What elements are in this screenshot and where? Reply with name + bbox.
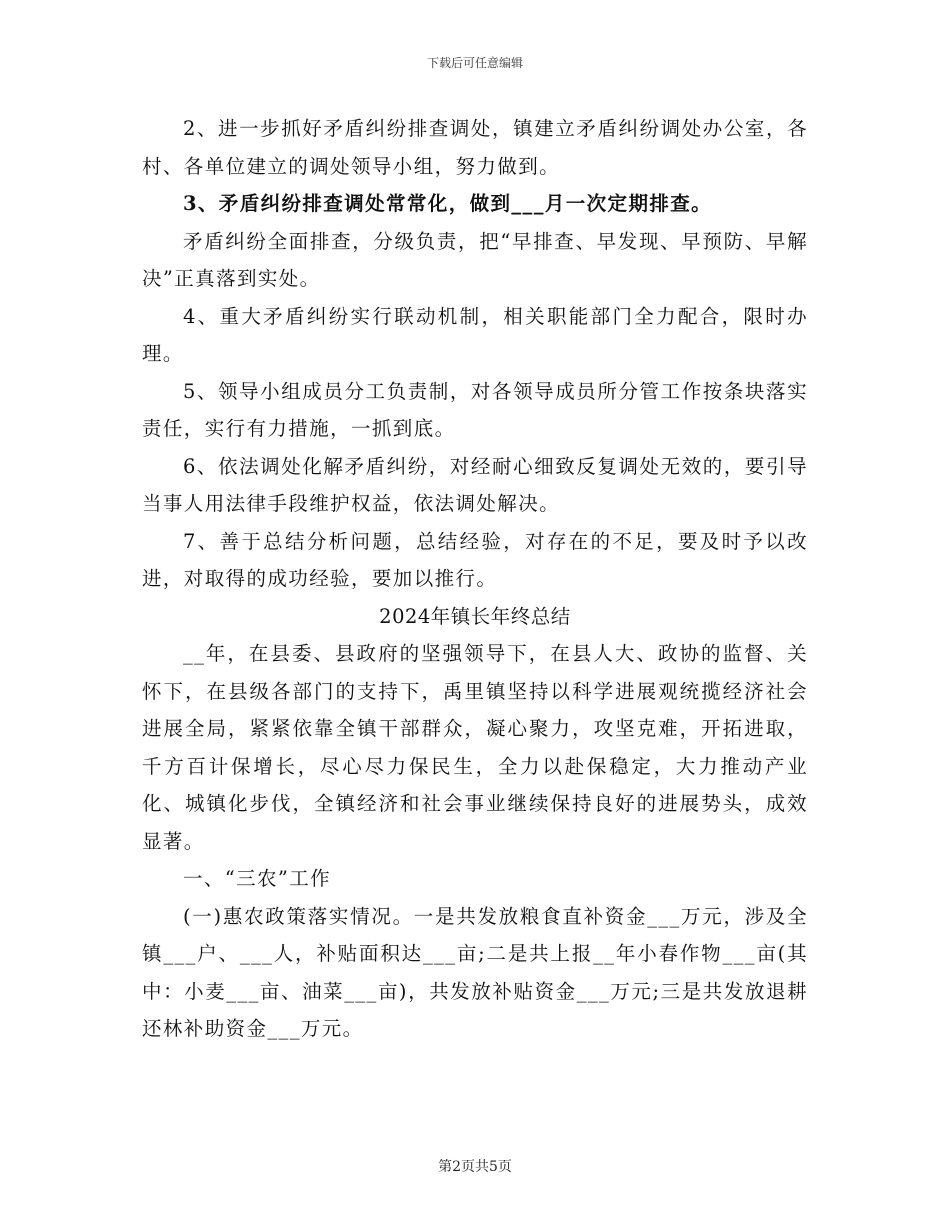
document-body bbox=[142, 110, 808, 1048]
paragraph-item-7: 7、善于总结分析问题，总结经验，对存在的不足，要及时予以改进，对取得的成功经验，要加以推行。 bbox=[142, 529, 808, 590]
document-title: 2024年镇长年终总结 bbox=[379, 604, 571, 628]
paragraph-item-4: 4、重大矛盾纠纷实行联动机制，相关职能部门全力配合，限时办理。 bbox=[142, 304, 808, 365]
paragraph-item-3-detail: 矛盾纠纷全面排查，分级负责，把“早排查、早发现、早预防、早解决”正真落到实处。 bbox=[142, 229, 808, 290]
paragraph-item-6: 6、依法调处化解矛盾纠纷，对经耐心细致反复调处无效的，要引导当事人用法律手段维护权益，依法调处解决。 bbox=[142, 454, 808, 515]
header-note: 下载后可任意编辑 bbox=[426, 56, 523, 70]
page-number: 第2页共5页 bbox=[438, 1159, 512, 1175]
paragraph-item-2: 2、进一步抓好矛盾纠纷排查调处，镇建立矛盾纠纷调处办公室，各村、各单位建立的调处领导小组，努力做到。 bbox=[142, 117, 808, 178]
section-heading: 一、“三农”工作 bbox=[182, 867, 332, 890]
paragraph-intro: __年，在县委、县政府的坚强领导下，在县人大、政协的监督、关怀下，在县级各部门的支持下，禹里镇坚持以科学进展观统揽经济社会进展全局，紧紧依靠全镇干部群众，凝心聚力，攻坚克难，开拓进取，千方百计保增长，尽心尽力保民生，全力以赴保稳定，大力推动产业化、城镇化步伐，全镇经济和社会事业继续保持良好的进展势头，成效显著。 bbox=[142, 642, 808, 853]
paragraph-policy: (一)惠农政策落实情况。一是共发放粮食直补资金___万元，涉及全镇___户、___人，补贴面积达___亩;二是共上报__年小春作物___亩(其中：小麦___亩、油菜___亩)，共发放补贴资金___万元;三是共发放退耕还林补助资金___万元。 bbox=[142, 904, 808, 1040]
paragraph-item-3-bold: 3、矛盾纠纷排查调处常常化，做到___月一次定期排查。 bbox=[182, 192, 713, 215]
paragraph-item-5: 5、领导小组成员分工负责制，对各领导成员所分管工作按条块落实责任，实行有力措施，一抓到底。 bbox=[142, 379, 808, 440]
